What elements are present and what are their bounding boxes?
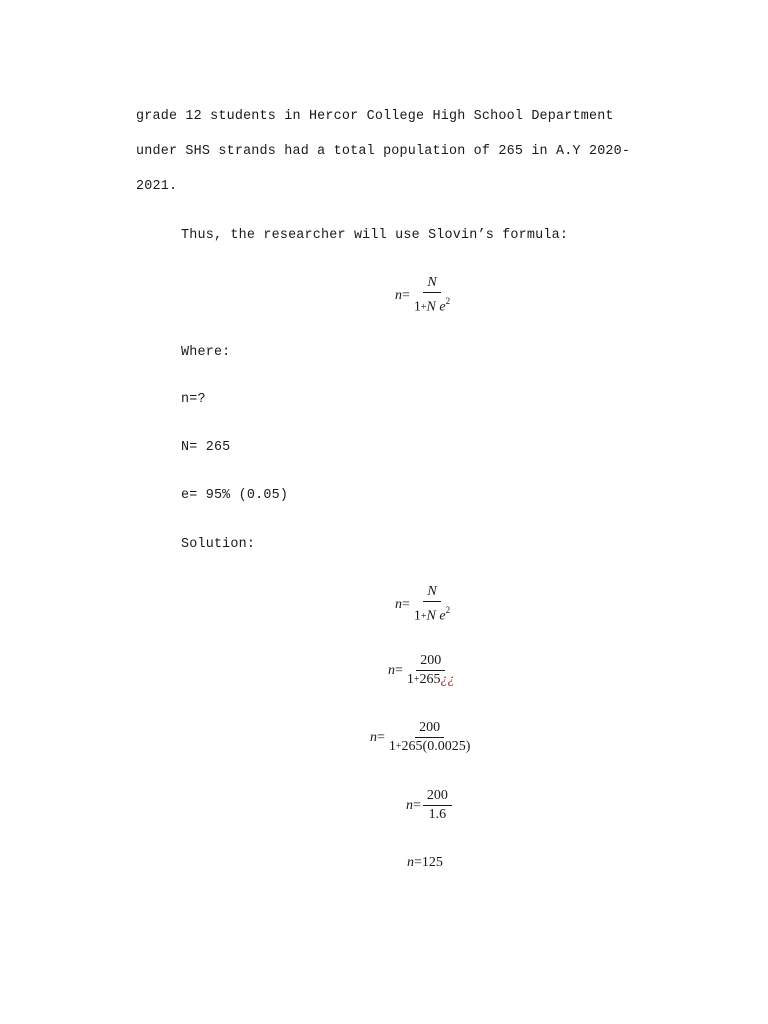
step1-fraction [412,585,452,625]
paragraph-line-3: 2021. [136,179,178,194]
step2-den-b: 265 [419,672,441,687]
where-n: n=? [181,392,206,407]
step1-den-c: e [439,608,446,624]
step4-denominator: 1.6 [428,807,447,822]
step2-den-op: + [413,674,420,685]
solution-step-3 [370,721,472,755]
formula-lhs: n [395,287,402,303]
where-heading: Where: [181,345,231,360]
step5-value: 125 [421,855,443,870]
den-term-2: N [426,299,436,315]
den-term-3: e [439,299,446,315]
step2-den-a: 1 [406,672,414,687]
step1-numerator: N [423,585,440,602]
solution-step-5 [407,855,443,871]
solution-heading: Solution: [181,537,256,552]
step3-denominator [387,738,472,755]
step4-fraction [423,789,452,822]
step4-lhs: n [406,797,413,813]
step2-denominator [405,671,457,688]
step1-den-op: + [420,610,427,622]
where-e: e= 95% (0.05) [181,488,289,503]
intro-text: Thus, the researcher will use Slovin’s formula: [181,228,569,243]
step5-lhs: n [407,855,414,870]
formula-eq: = [402,287,410,303]
step2-lhs: n [388,663,395,678]
solution-step-1 [395,585,452,625]
step1-den-a: 1 [413,608,421,624]
formula-fraction [412,276,452,316]
step2-eq: = [395,663,403,678]
step5-eq: = [414,855,422,870]
step3-lhs: n [370,730,377,745]
den-operator: + [420,301,427,313]
den-exponent: 2 [445,296,451,306]
step1-den-exp: 2 [445,605,451,615]
step2-error-glyphs: ¿¿ [440,672,455,687]
step1-lhs: n [395,596,402,612]
step2-numerator: 200 [416,654,445,671]
step1-den-b: N [426,608,436,624]
step2-fraction [405,654,457,688]
step3-den-paren: (0.0025) [422,739,471,754]
step3-eq: = [377,730,385,745]
step3-den-b: 265 [401,739,423,754]
step3-fraction [387,721,472,755]
where-N: N= 265 [181,440,231,455]
step1-eq: = [402,596,410,612]
solution-step-4 [406,789,452,822]
step3-den-a: 1 [388,739,396,754]
step4-eq: = [413,797,421,813]
step3-numerator: 200 [415,721,444,738]
slovin-formula [395,276,452,316]
solution-step-2 [388,654,457,688]
step4-numerator: 200 [423,789,452,806]
paragraph-line-2: under SHS strands had a total population of 265 in A.Y 2020- [136,144,631,159]
den-term-1: 1 [413,299,421,315]
formula-denominator [412,293,452,316]
step1-denominator [412,602,452,625]
formula-numerator: N [423,276,440,293]
step3-den-op: + [395,741,402,752]
paragraph-line-1: grade 12 students in Hercor College High School Department [136,109,614,124]
